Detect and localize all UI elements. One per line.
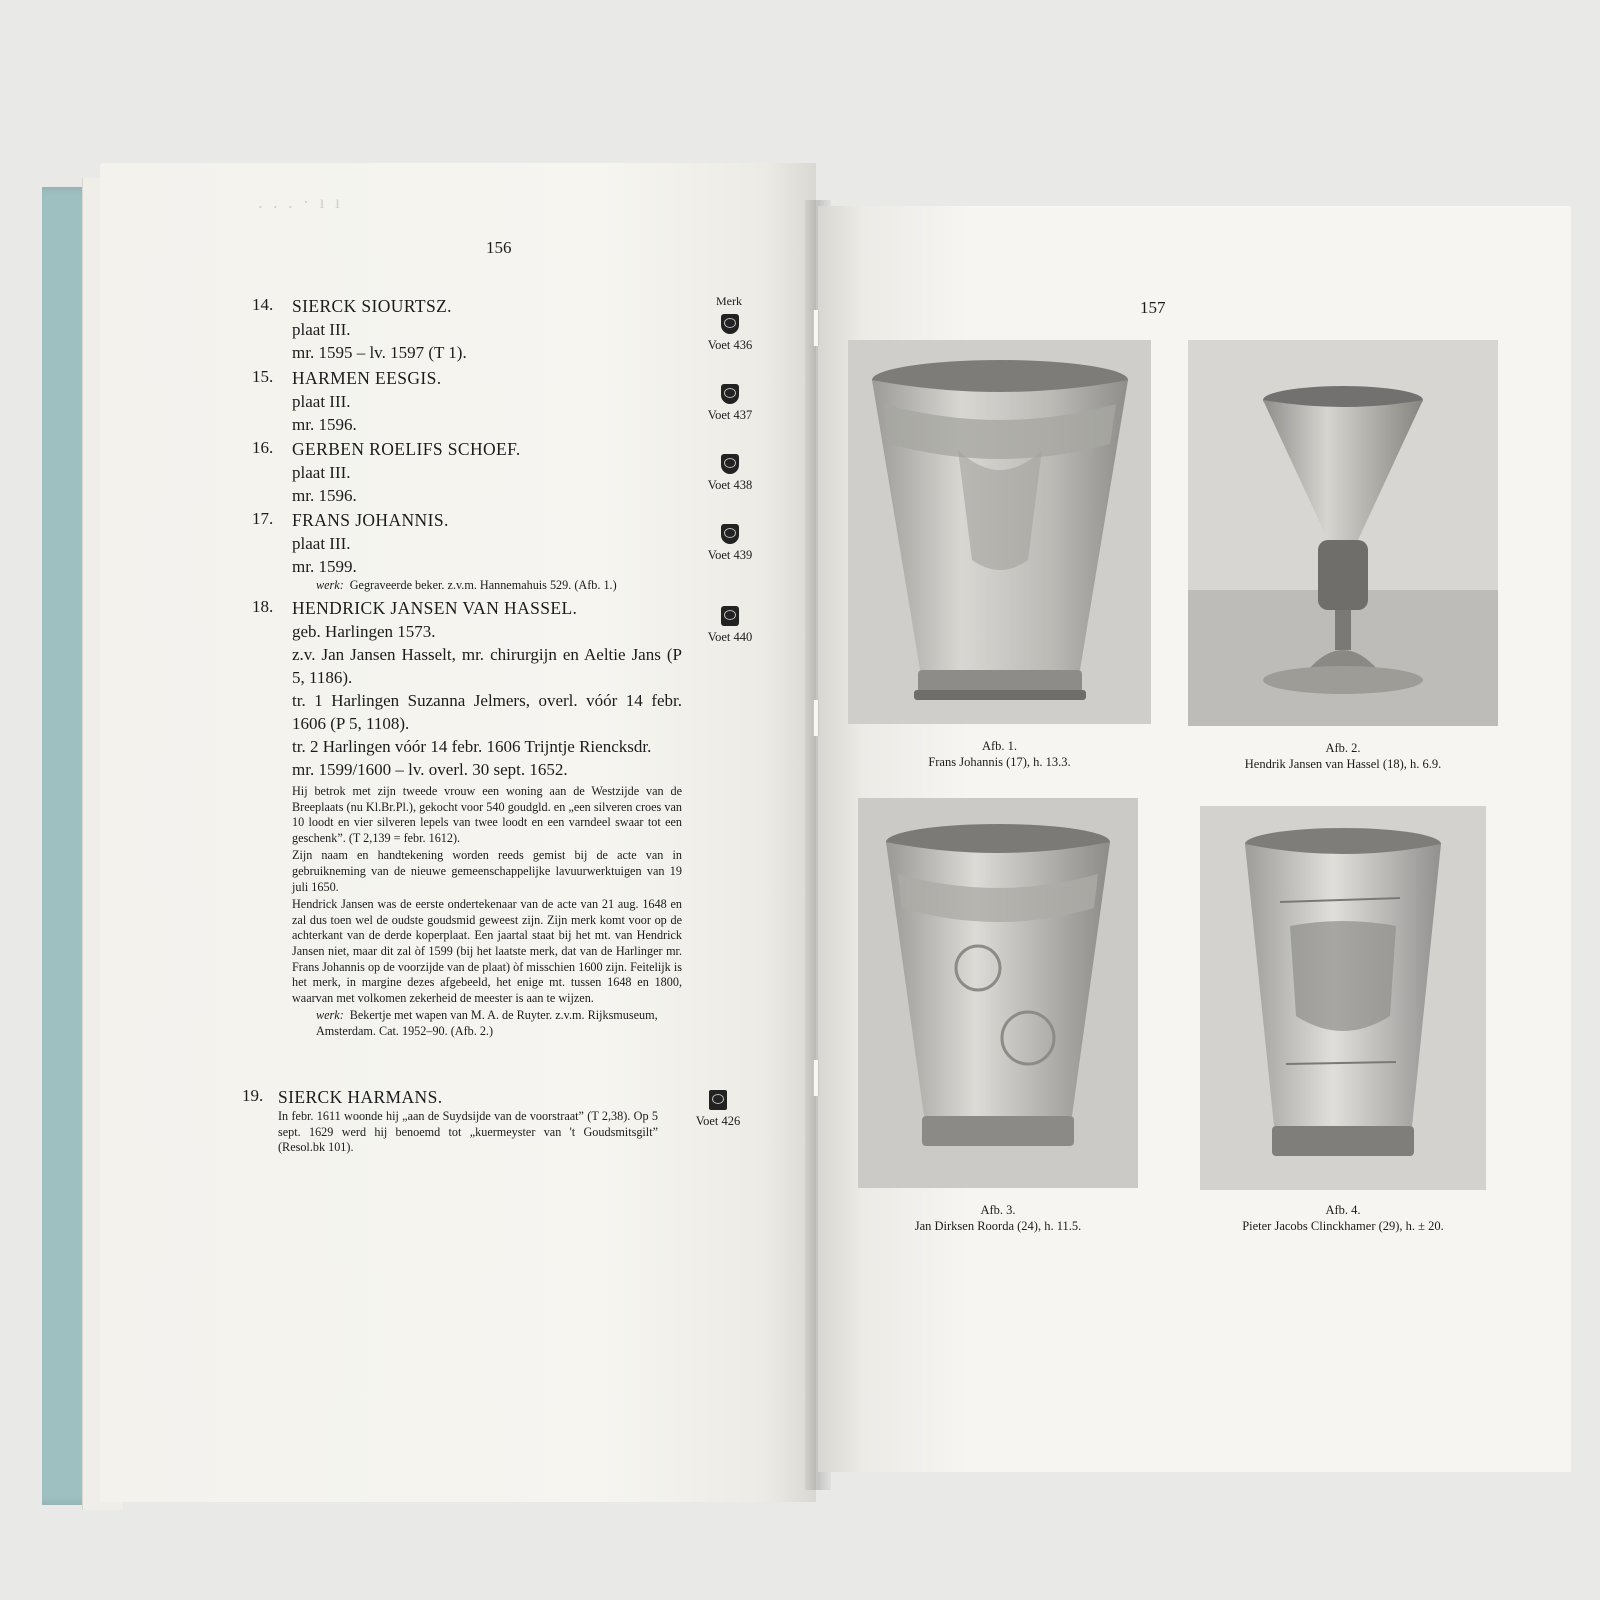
entry-number: 18.: [252, 597, 274, 616]
entry-18: [252, 597, 682, 1040]
entry-line: plaat III.: [292, 463, 351, 482]
mark-18: [704, 604, 756, 645]
show-through-text: . . . · ı ı: [258, 192, 343, 212]
entry-line: tr. 1 Harlingen Suzanna Jelmers, overl. vóór 14 febr. 1606 (P 5, 1108).: [292, 691, 682, 733]
entry-name: GERBEN ROELIFS SCHOEF.: [292, 439, 521, 459]
page-number-right: 157: [1140, 298, 1166, 317]
hallmark-h-icon: [709, 1090, 727, 1110]
entry-line: mr. 1596.: [292, 415, 357, 434]
entry-note: Hendrick Jansen was de eerste ondertekenaar van de acte van 21 aug. 1648 en zal dus toen wel de oudste goudsmid geweest zijn. Zijn merk komt voor op de achterkant van de derde koperplaat. Een jaartal staat bij het mt. van Hendrick Jansen niet, maar dit zal òf 1599 (bij het laatste merk, dat van de Harlinger mr. Frans Johannis op de voorzijde van de plaat) òf misschien 1600 zijn. Feitelijk is het merk, in margine dezes afgebeeld, het enige mt. tussen 1648 en 1800, waarvan met volkomen zekerheid de meester is aan te wijzen.: [292, 897, 682, 1005]
figure-label: Afb. 3.: [980, 1203, 1016, 1217]
figure-caption-text: Pieter Jacobs Clinckhamer (29), h. ± 20.: [1242, 1219, 1444, 1233]
entry-note: In febr. 1611 woonde hij „aan de Suydsijde van de voorstraat” (T 2,38). Op 5 sept. 1629 werd hij benoemd tot „kuermeyster van 't Goudsmitsgilt” (Resol.bk 101).: [278, 1109, 658, 1155]
entry-line: mr. 1599/1600 – lv. overl. 30 sept. 1652.: [292, 760, 568, 779]
entry-line: mr. 1595 – lv. 1597 (T 1).: [292, 343, 467, 362]
hallmark-shield-icon: [721, 314, 739, 334]
voet-ref: Voet 426: [695, 1114, 741, 1128]
entry-name: SIERCK SIOURTSZ.: [292, 296, 452, 316]
work-text: Gegraveerde beker. z.v.m. Hannemahuis 529. (Afb. 1.): [349, 578, 617, 592]
voet-ref: Voet 439: [707, 548, 753, 562]
figure-caption-text: Hendrik Jansen van Hassel (18), h. 6.9.: [1244, 757, 1442, 771]
beaker-floral-image: [858, 798, 1138, 1188]
entry-line: tr. 2 Harlingen vóór 14 febr. 1606 Trijntje Riencksdr.: [292, 737, 652, 756]
entry-16: [252, 438, 682, 507]
entry-number: 16.: [252, 438, 274, 457]
hallmark-shield-icon: [721, 524, 739, 544]
entry-note: Hij betrok met zijn tweede vrouw een woning aan de Westzijde van de Breeplaats (nu Kl.Br.Pl.), gekocht voor 540 goudgld. en „een silveren croes van 10 loodt en vier silveren lepels van twee loodt en een varndeel swaar tot een geschenk”. (T 2,139 = febr. 1612).: [292, 784, 682, 845]
entry-name: SIERCK HARMANS.: [278, 1087, 443, 1107]
voet-ref: Voet 436: [707, 338, 753, 352]
entry-name: HENDRICK JANSEN VAN HASSEL.: [292, 598, 578, 618]
entry-note: Zijn naam en handtekening worden reeds gemist bij de acte van in gebruikneming van de nieuwe gemeenschappelijke lavuurwerktuigen van 19 juli 1650.: [292, 848, 682, 894]
mark-15: [704, 382, 756, 423]
entry-number: 14.: [252, 295, 274, 314]
entry-17: [252, 509, 682, 594]
entry-number: 17.: [252, 509, 274, 528]
figure-caption-text: Jan Dirksen Roorda (24), h. 11.5.: [914, 1219, 1082, 1233]
figure-3-photo: [858, 798, 1138, 1188]
entry-19: [242, 1086, 672, 1156]
figure-caption-text: Frans Johannis (17), h. 13.3.: [928, 755, 1071, 769]
entry-line: z.v. Jan Jansen Hasselt, mr. chirurgijn en Aeltie Jans (P 5, 1186).: [292, 645, 682, 687]
work-label: werk:: [316, 1008, 344, 1023]
mark-14: [704, 312, 756, 353]
entry-14: [252, 295, 682, 364]
voet-ref: Voet 438: [707, 478, 753, 492]
goblet-image: [1188, 340, 1498, 726]
voet-ref: Voet 440: [707, 630, 753, 644]
work-text: Bekertje met wapen van M. A. de Ruyter. z.v.m. Rijksmuseum, Amsterdam. Cat. 1952–90. (Afb. 2.): [316, 1008, 658, 1038]
staple: [813, 1060, 819, 1096]
figure-1-caption: [848, 738, 1151, 770]
mark-16: [704, 452, 756, 493]
mark-17: [704, 522, 756, 563]
hallmark-shield-icon: [721, 454, 739, 474]
work-label: werk:: [316, 578, 344, 592]
hallmark-shield-icon: [721, 384, 739, 404]
page-number-left: 156: [486, 238, 512, 257]
entry-line: plaat III.: [292, 392, 351, 411]
beaker-inscribed-image: [1200, 806, 1486, 1190]
hallmark-ih-icon: [721, 606, 739, 626]
figure-label: Afb. 1.: [981, 739, 1018, 753]
entry-line: mr. 1599.: [292, 557, 357, 576]
entry-line: plaat III.: [292, 534, 351, 553]
work-line: [316, 1008, 682, 1039]
figure-2-photo: [1188, 340, 1498, 726]
figure-1-photo: [848, 340, 1151, 724]
work-line: [316, 578, 682, 594]
beaker-engraved-image: [848, 340, 1151, 724]
staple: [813, 700, 819, 736]
figure-4-caption: [1200, 1202, 1486, 1234]
entry-line: geb. Harlingen 1573.: [292, 622, 436, 641]
figure-label: Afb. 2.: [1325, 741, 1361, 755]
entry-15: [252, 367, 682, 436]
figure-4-photo: [1200, 806, 1486, 1190]
staple: [813, 310, 819, 346]
entry-number: 19.: [242, 1086, 264, 1105]
voet-ref: Voet 437: [707, 408, 753, 422]
entry-line: plaat III.: [292, 320, 351, 339]
entry-number: 15.: [252, 367, 274, 386]
entry-line: mr. 1596.: [292, 486, 357, 505]
entry-name: HARMEN EESGIS.: [292, 368, 442, 388]
figure-label: Afb. 4.: [1325, 1203, 1361, 1217]
figure-3-caption: [858, 1202, 1138, 1234]
figure-2-caption: [1188, 740, 1498, 772]
mark-19: [692, 1088, 744, 1129]
merk-label: Merk: [716, 294, 742, 308]
entry-name: FRANS JOHANNIS.: [292, 510, 449, 530]
